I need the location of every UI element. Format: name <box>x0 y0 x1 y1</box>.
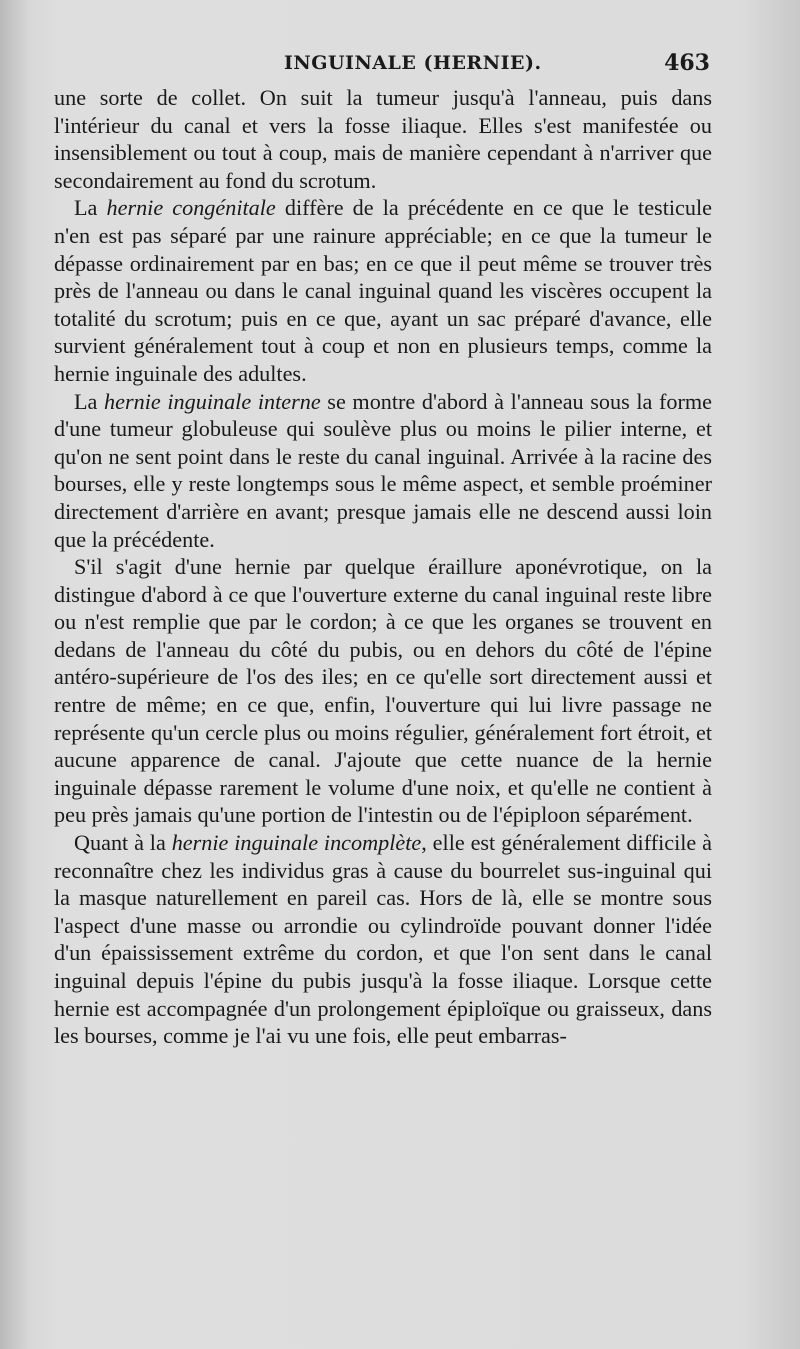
text-segment: Quant à la <box>74 830 172 856</box>
page-header <box>54 50 714 80</box>
paragraph-5 <box>54 829 712 1050</box>
italic-term: hernie congénitale <box>106 195 276 221</box>
paragraph-1 <box>54 84 712 194</box>
running-title: INGUINALE (HERNIE). <box>284 52 542 74</box>
italic-term: hernie inguinale interne <box>104 388 321 414</box>
paragraph-3 <box>54 388 712 554</box>
paragraph-4 <box>54 553 712 829</box>
text-segment: La <box>74 388 105 414</box>
text-segment: se montre d'abord à l'anneau sous la forme d'une tumeur globuleuse qui soulève plus ou moins le pilier interne, et qu'on ne sent point dans le reste du canal inguinal. Arrivée à la racine des bourses, elle y reste longtemps sous le même aspect, et semble proéminer directement d'arrière en avant; presque jamais elle ne descend aussi loin que la précédente. <box>54 388 713 552</box>
body-text <box>54 84 712 1050</box>
paragraph-2 <box>54 194 712 387</box>
italic-term: hernie inguinale incomplète <box>171 830 422 856</box>
page-number: 463 <box>664 50 710 76</box>
text-segment: une sorte de collet. On suit la tumeur jusqu'à l'anneau, puis dans l'intérieur du canal et vers la fosse iliaque. Elles s'est manifestée ou insensiblement ou tout à coup, mais de manière cependant à n'arriver que secondairement au fond du scrotum. <box>54 85 712 193</box>
text-segment: S'il s'agit d'une hernie par quelque éraillure aponévrotique, on la distingue d'abord à ce que l'ouverture externe du canal inguinal reste libre ou n'est remplie que par le cordon; à ce que les organes se trouvent en dedans de l'anneau du côté du pubis, ou en dehors du côté de l'épine antéro-supérieure de l'os des iles; en ce qu'elle sort directement aussi et rentre de même; en ce que, enfin, l'ouverture qui lui livre passage ne représente qu'un cercle plus ou moins régulier, généralement fort étroit, et aucune apparence de canal. J'ajoute que cette nuance de la hernie inguinale dépasse rarement le volume d'une noix, et qu'elle ne contient à peu près jamais qu'une portion de l'intestin ou de l'épiploon séparément. <box>54 554 712 828</box>
text-segment: , elle est généralement difficile à reconnaître chez les individus gras à cause du bourrelet sus-inguinal qui la masque naturellement en pareil cas. Hors de là, elle se montre sous l'aspect d'une masse ou arrondie ou cylindroïde pouvant donner l'idée d'un épaississement extrême du cordon, et que l'on sent dans le canal inguinal depuis l'épine du pubis jusqu'à la fosse iliaque. Lorsque cette hernie est accompagnée d'un prolongement épiploïque ou graisseux, dans les bourses, comme je l'ai vu une fois, elle peut embarras- <box>54 830 712 1049</box>
text-segment: diffère de la précédente en ce que le testicule n'en est pas séparé par une rainure appréciable; en ce que la tumeur le dépasse ordinairement par en bas; en ce que il peut même se trouver très près de l'anneau ou dans le canal inguinal quand les viscères occupent la totalité du scrotum; puis en ce que, ayant un sac préparé d'avance, elle survient généralement tout à coup et non en plusieurs temps, comme la hernie inguinale des adultes. <box>54 195 712 386</box>
text-segment: La <box>74 195 107 221</box>
